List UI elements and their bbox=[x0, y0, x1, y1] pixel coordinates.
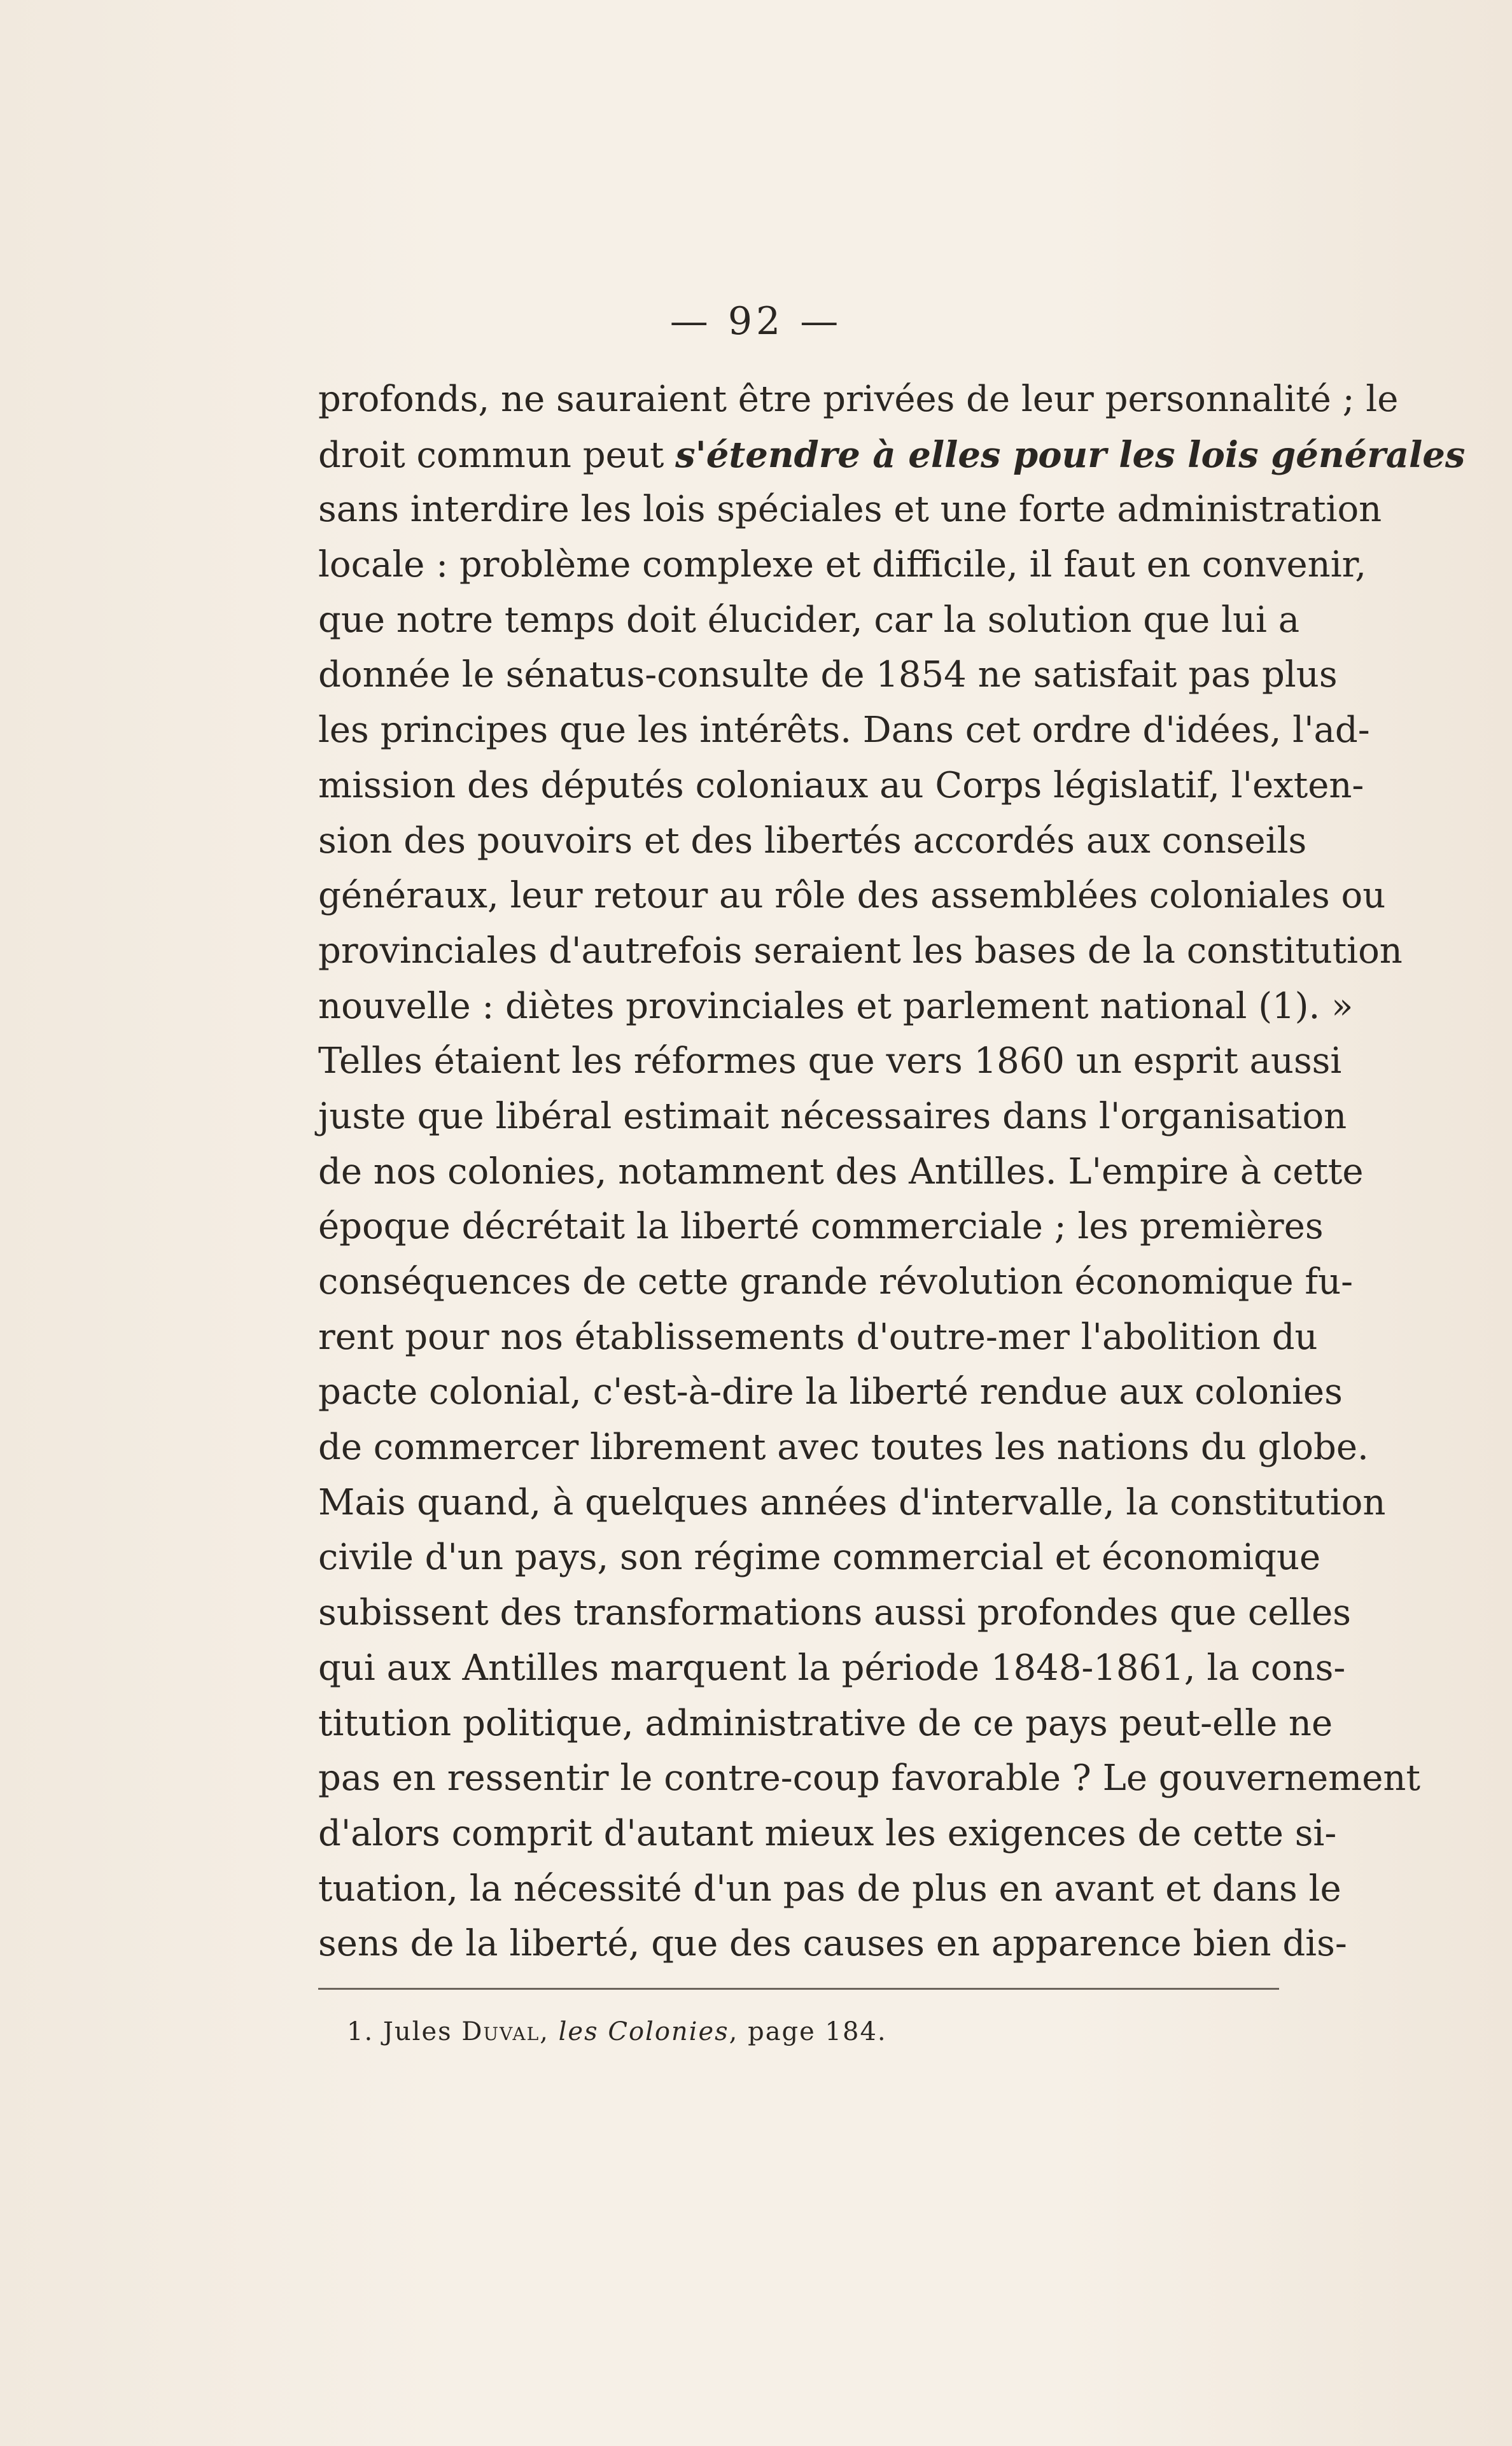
text-line: provinciales d'autrefois seraient les bases de la constitution bbox=[318, 930, 1403, 972]
footnote-author: Duval bbox=[461, 2017, 540, 2046]
italic-phrase: s'étendre à elles pour les lois générales bbox=[675, 433, 1466, 476]
footnote-divider bbox=[318, 1988, 1279, 1990]
text-line: mission des députés coloniaux au Corps législatif, l'exten- bbox=[318, 764, 1364, 806]
text-line: sans interdire les lois spéciales et une forte administration bbox=[318, 489, 1382, 531]
body-text bbox=[318, 372, 1466, 1972]
footnote-title: les Colonies bbox=[558, 2017, 729, 2046]
text-line-start: droit commun peut bbox=[318, 434, 676, 476]
text-line: d'alors comprit d'autant mieux les exigences de cette si- bbox=[318, 1812, 1337, 1854]
text-line: pacte colonial, c'est-à-dire la liberté rendue aux colonies bbox=[318, 1371, 1343, 1413]
text-line: Telles étaient les réformes que vers 1860 un esprit aussi bbox=[318, 1040, 1342, 1082]
text-line: donnée le sénatus-consulte de 1854 ne satisfait pas plus bbox=[318, 654, 1338, 696]
text-line: de commercer librement avec toutes les nations du globe. bbox=[318, 1427, 1369, 1469]
text-line: sens de la liberté, que des causes en apparence bien dis- bbox=[318, 1923, 1347, 1965]
text-line: nouvelle : diètes provinciales et parlement national (1). » bbox=[318, 985, 1354, 1027]
text-line: généraux, leur retour au rôle des assemblées coloniales ou bbox=[318, 875, 1386, 917]
footnote-page: , page 184. bbox=[729, 2017, 887, 2046]
text-line: juste que libéral estimait nécessaires dans l'organisation bbox=[318, 1095, 1347, 1137]
text-line: époque décrétait la liberté commerciale ; les premières bbox=[318, 1206, 1324, 1248]
text-line: conséquences de cette grande révolution économique fu- bbox=[318, 1261, 1354, 1303]
text-line: Mais quand, à quelques années d'intervalle, la constitution bbox=[318, 1481, 1386, 1523]
text-line: tuation, la nécessité d'un pas de plus en avant et dans le bbox=[318, 1868, 1341, 1910]
text-line: titution politique, administrative de ce pays peut-elle ne bbox=[318, 1702, 1333, 1744]
text-line: rent pour nos établissements d'outre-mer l'abolition du bbox=[318, 1316, 1318, 1358]
text-line: profonds, ne sauraient être privées de leur personnalité ; le bbox=[318, 379, 1399, 420]
text-line: civile d'un pays, son régime commercial et économique bbox=[318, 1537, 1321, 1579]
footnote-number: 1. Jules bbox=[347, 2017, 462, 2046]
footnote bbox=[347, 2017, 887, 2046]
text-line: que notre temps doit élucider, car la solution que lui a bbox=[318, 599, 1300, 641]
footnote-separator: , bbox=[540, 2017, 559, 2046]
text-line: subissent des transformations aussi profondes que celles bbox=[318, 1592, 1352, 1634]
text-line: qui aux Antilles marquent la période 1848-1861, la cons- bbox=[318, 1647, 1346, 1689]
text-line: sion des pouvoirs et des libertés accordés aux conseils bbox=[318, 820, 1307, 862]
text-line: pas en ressentir le contre-coup favorable ? Le gouvernement bbox=[318, 1758, 1420, 1800]
text-line: de nos colonies, notamment des Antilles. L'empire à cette bbox=[318, 1150, 1364, 1192]
text-line bbox=[318, 428, 1466, 483]
text-line: locale : problème complexe et difficile, il faut en convenir, bbox=[318, 544, 1367, 586]
text-line: les principes que les intérêts. Dans cet ordre d'idées, l'ad- bbox=[318, 709, 1370, 751]
page-number: — 92 — bbox=[669, 299, 843, 344]
